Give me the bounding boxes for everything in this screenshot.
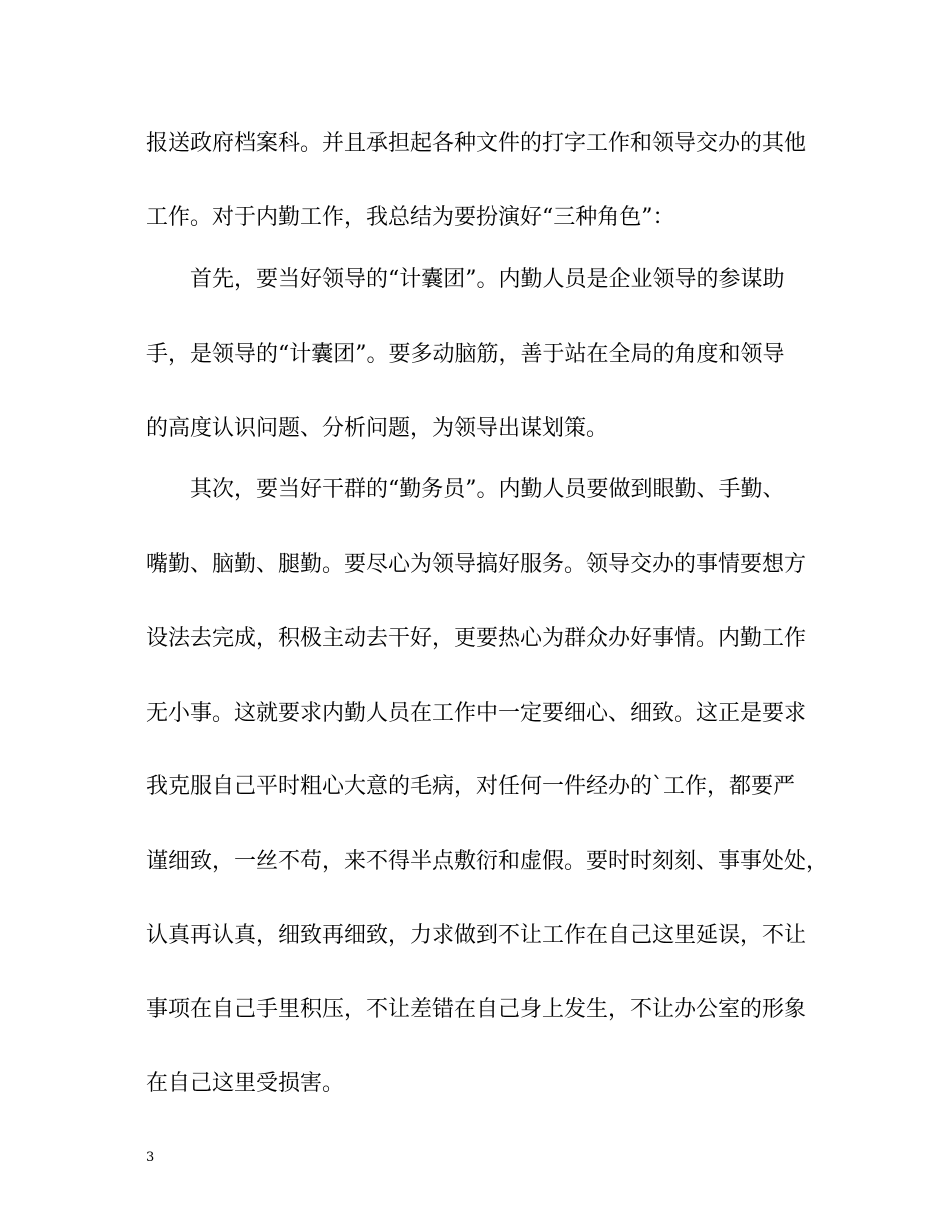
text-line: 在自己这里受损害。 <box>146 1071 345 1096</box>
text-line: 的高度认识问题、分析问题，为领导出谋划策。 <box>146 416 609 441</box>
text-line: 手，是领导的“计囊团”。要多动脑筋，善于站在全局的角度和领导 <box>146 342 785 367</box>
text-line: 无小事。这就要求内勤人员在工作中一定要细心、细致。这正是要求 <box>146 701 807 726</box>
text-line: 谨细致，一丝不苟，来不得半点敷衍和虚假。要时时刻刻、事事处处， <box>146 849 829 874</box>
text-line: 报送政府档案科。并且承担起各种文件的打字工作和领导交办的其他 <box>146 131 807 156</box>
text-line: 认真再认真，细致再细致，力求做到不让工作在自己这里延误，不让 <box>146 923 807 948</box>
text-line: 设法去完成，积极主动去干好，更要热心为群众办好事情。内勤工作 <box>146 626 807 651</box>
text-line: 我克服自己平时粗心大意的毛病，对任何一件经办的`工作，都要严 <box>146 774 796 799</box>
text-line: 嘴勤、脑勤、腿勤。要尽心为领导搞好服务。领导交办的事情要想方 <box>146 552 807 577</box>
page-number: 3 <box>146 1150 155 1165</box>
paragraph-first-line: 其次，要当好干群的“勤务员”。内勤人员要做到眼勤、手勤、 <box>190 477 785 502</box>
text-line: 事项在自己手里积压，不让差错在自己身上发生，不让办公室的形象 <box>146 997 807 1022</box>
paragraph-first-line: 首先，要当好领导的“计囊团”。内勤人员是企业领导的参谋助 <box>190 267 785 292</box>
text-line: 工作。对于内勤工作，我总结为要扮演好“三种角色”： <box>146 205 675 230</box>
